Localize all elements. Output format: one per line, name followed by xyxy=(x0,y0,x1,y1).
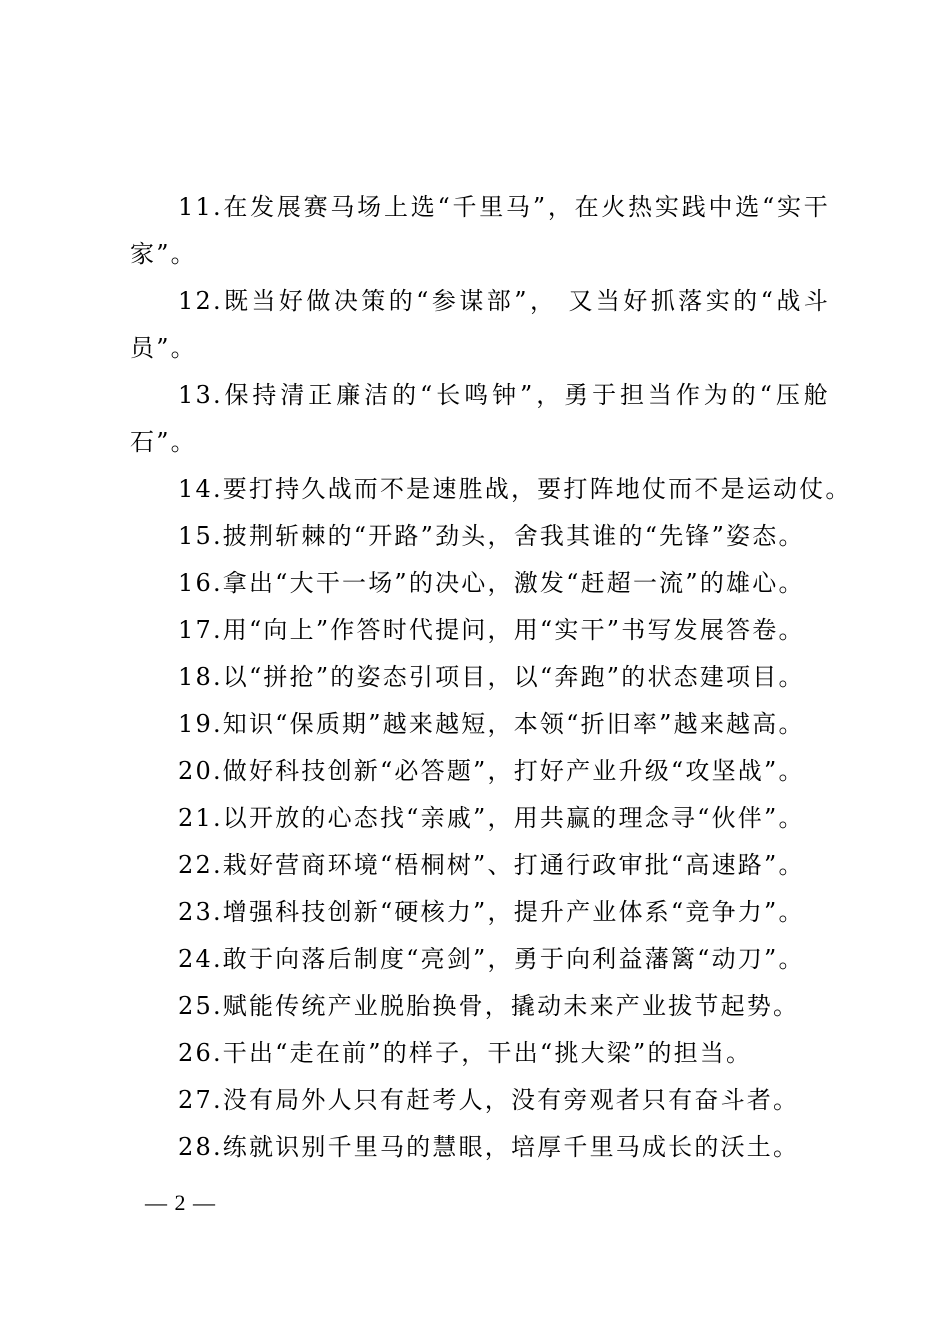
list-item: 24.敢于向落后制度“亮剑”，勇于向利益藩篱“动刀”。 xyxy=(178,945,805,973)
list-item: 21.以开放的心态找“亲戚”，用共赢的理念寻“伙伴”。 xyxy=(178,804,805,832)
list-item: 12.既当好做决策的“参谋部”， 又当好抓落实的“战斗员”。 xyxy=(130,287,830,362)
list-item: 14.要打持久战而不是速胜战，要打阵地仗而不是运动仗。 xyxy=(178,475,852,503)
document-body xyxy=(130,184,852,1171)
list-item: 17.用“向上”作答时代提问，用“实干”书写发展答卷。 xyxy=(178,616,805,644)
list-item: 25.赋能传统产业脱胎换骨，撬动未来产业拔节起势。 xyxy=(178,992,800,1020)
list-item: 13.保持清正廉洁的“长鸣钟”，勇于担当作为的“压舱石”。 xyxy=(130,381,830,456)
list-item: 23.增强科技创新“硬核力”，提升产业体系“竞争力”。 xyxy=(178,898,805,926)
list-item: 22.栽好营商环境“梧桐树”、打通行政审批“高速路”。 xyxy=(178,851,805,879)
list-item: 15.披荆斩棘的“开路”劲头，舍我其谁的“先锋”姿态。 xyxy=(178,522,805,550)
list-item: 26.干出“走在前”的样子，干出“挑大梁”的担当。 xyxy=(178,1039,753,1067)
list-item: 16.拿出“大干一场”的决心，激发“赶超一流”的雄心。 xyxy=(178,569,805,597)
page-number: — 2 — xyxy=(145,1190,216,1215)
list-item: 19.知识“保质期”越来越短，本领“折旧率”越来越高。 xyxy=(178,710,805,738)
list-item: 11.在发展赛马场上选“千里马”，在火热实践中选“实干家”。 xyxy=(130,193,830,268)
list-item: 20.做好科技创新“必答题”，打好产业升级“攻坚战”。 xyxy=(178,757,805,785)
list-item: 28.练就识别千里马的慧眼，培厚千里马成长的沃土。 xyxy=(178,1133,800,1161)
list-item: 27.没有局外人只有赶考人，没有旁观者只有奋斗者。 xyxy=(178,1086,800,1114)
list-item: 18.以“拼抢”的姿态引项目，以“奔跑”的状态建项目。 xyxy=(178,663,805,691)
